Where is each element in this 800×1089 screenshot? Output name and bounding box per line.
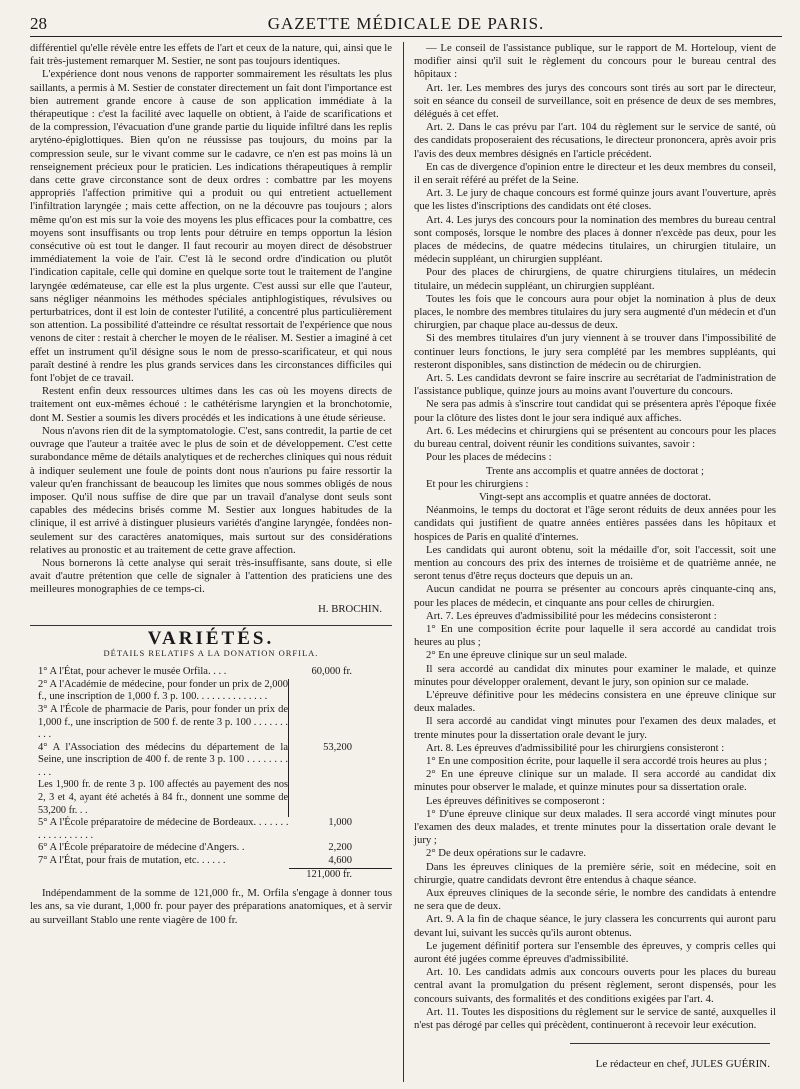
donation-text: 1° A l'État, pour achever le musée Orfila. . . . xyxy=(38,666,227,678)
donation-row xyxy=(30,817,392,842)
article-paragraph: Il sera accordé au candidat dix minutes pour examiner le malade, et quinze minutes pour développer oralement, devant le jury, son opinion sur ce malade. xyxy=(414,662,776,688)
article-paragraph: Toutes les fois que le concours aura pour objet la nomination à plus de deux places, le nombre des membres titulaires du jury sera augmenté d'un médecin et d'un chirurgien, par chaque place au-dessus de deux. xyxy=(414,292,776,332)
journal-title: GAZETTE MÉDICALE DE PARIS. xyxy=(267,14,545,33)
donation-text: 4° A l'Association des médecins du département de la Seine, une inscription de 400 f. de rente 3 p. 100 . . . . . . . . . . . xyxy=(30,742,289,780)
article-paragraph: 1° En une composition écrite pour laquelle il sera accordé au candidat trois heures au plus ; xyxy=(414,622,776,649)
donation-amount xyxy=(289,679,393,704)
donation-table xyxy=(30,666,392,881)
donation-text: 6° A l'École préparatoire de médecine d'Angers. . xyxy=(38,842,245,854)
article-paragraph: Art. 4. Les jurys des concours pour la nomination des membres du bureau central sont composés, lorsque le nombre des places à donner n'excède pas deux, pour les places de médecins, de quatre médecins titulaires, un chirurgien titulaire, un médecin suppléant, un chirurgien suppléant. xyxy=(414,213,776,266)
article-paragraph: Si des membres titulaires d'un jury viennent à se trouver dans l'impossibilité de continuer leurs fonctions, le jury sera complété par les membres suppléants, qui resteront disponibles, sans distinction de médecin ou de chirurgien. xyxy=(414,332,776,371)
article-paragraph: Art. 10. Les candidats admis aux concours ouverts pour les places du bureau central avant la promulgation du présent règlement, seront dispensés, pour les concours suivants, des formalités et des conditions exigées par l'art. 4. xyxy=(414,966,776,1005)
article-paragraph: Art. 6. Les médecins et chirurgiens qui se présentent au concours pour les places du bureau central, doivent réunir les conditions suivantes, savoir : xyxy=(414,424,776,451)
article-paragraph: Art. 7. Les épreuves d'admissibilité pour les médecins consisteront : xyxy=(426,609,717,622)
article-paragraph: Néanmoins, le temps du doctorat et l'âge seront réduits de deux années pour les candidats qui justifient de quatre années entières passées dans les hôpitaux et hospices de Paris en qualité d'internes. xyxy=(414,504,776,543)
donation-text: 7° A l'État, pour frais de mutation, etc. . . . . . xyxy=(38,855,226,867)
article-paragraph: Les candidats qui auront obtenu, soit la médaille d'or, soit l'accessit, soit une mention au concours des prix des internes de troisième et de quatrième année, ne seront tenus d'être reçus docteurs que depuis un an. xyxy=(414,543,776,583)
editor-rule xyxy=(570,1043,770,1044)
right-paragraph: — Le conseil de l'assistance publique, sur le rapport de M. Horteloup, vient de modifier ainsi qu'il suit le règlement du concours pour le bureau central des hôpitaux : xyxy=(414,42,776,81)
article-paragraph: 1° En une composition écrite, pour laquelle il sera accordé trois heures au plus ; xyxy=(426,754,768,767)
donation-total-row xyxy=(30,868,392,881)
closing-paragraph: Indépendamment de la somme de 121,000 fr., M. Orfila s'engage à donner tous les ans, sa vie durant, 1,000 fr. pour payer des préparations anatomiques, et à servir au surveillant Stablo une rente viagère de 100 fr. xyxy=(30,887,392,926)
donation-text: 2° A l'Académie de médecine, pour fonder un prix de 2,000 f., une inscription de 1,000 f. 3 p. 100. . . . . . . . . . . . . . xyxy=(30,679,289,704)
article-paragraph: Et pour les chirurgiens : xyxy=(426,477,529,490)
article-paragraph: Art. 2. Dans le cas prévu par l'art. 104 du règlement sur le service de santé, où des candidats proposeraient des récusations, le directeur prononcera, après avoir pris l'avis des deux membres désignés en l'article précédent. xyxy=(414,121,776,160)
article-paragraph: 1° D'une épreuve clinique sur deux malades. Il sera accordé vingt minutes pour l'examen des deux malades, et trente minutes pour la dissertation orale devant le jury ; xyxy=(414,807,776,847)
donation-amount xyxy=(289,704,393,742)
left-column xyxy=(30,42,392,927)
article-paragraph: Il sera accordé au candidat vingt minutes pour l'examen des deux malades, et trente minutes pour la dissertation orale devant le jury. xyxy=(414,715,776,741)
left-paragraph: différentiel qu'elle révèle entre les effets de l'art et ceux de la nature, qui, ainsi que le fait très-justement remarquer M. Sestier, ne sont pas toujours identiques. xyxy=(30,42,392,68)
article-paragraph: Art. 11. Toutes les dispositions du règlement sur le service de santé, auxquelles il n'est pas dérogé par celles qui précèdent, continueront à recevoir leur exécution. xyxy=(414,1005,776,1032)
donation-amount: 2,200 xyxy=(328,842,352,854)
article-paragraph: 2° En une épreuve clinique sur un seul malade. xyxy=(426,649,628,662)
left-paragraph: Restent enfin deux ressources ultimes dans les cas où les moyens directs de traitement ont eux-mêmes échoué : le cathétérisme laryngien et la bronchotomie, dont M. Sestier a soumis les divers procédés et les indications à une étude sérieuse. xyxy=(30,385,392,424)
article-paragraph: Aucun candidat ne pourra se présenter au concours après cinquante-cinq ans, pour les places de médecin, et cinquante ans pour celles de chirurgien. xyxy=(414,583,776,609)
donation-amount: 4,600 xyxy=(328,855,352,867)
donation-row xyxy=(30,742,392,780)
article-paragraph: Ne sera pas admis à s'inscrire tout candidat qui se présentera après l'époque fixée pour la clôture des listes dont le jour sera indiqué aux affiches. xyxy=(414,398,776,424)
donation-amount: 53,200 xyxy=(323,741,352,753)
article-paragraph: Le jugement définitif portera sur l'ensemble des épreuves, y compris celles qui auront été jugées comme épreuves d'admissibilité. xyxy=(414,939,776,966)
left-paragraph: L'expérience dont nous venons de rapporter sommairement les résultats les plus saillants, a permis à M. Sestier de constater directement un fait dont l'importance est bien autrement grande encore à cause de son application immédiate à la thérapeutique : c'est la facilité avec laquelle on obtient, à l'aide de scarifications et de la compression, l'évacuation d'une grande partie du liquide infiltré dans les replis aryténo-épiglottiques. Bien qu'on ne réussisse pas toujours, du moins par la compression seule, sur le vivant comme sur le cadavre, ce n'en est pas moins là un renseignement précieux pour le praticien. Les indications thérapeutiques à remplir dans cette grave circonstance sont de deux ordres : combattre par les moyens appropriés l'affection primitive qui a produit ou qui entretient actuellement l'infiltration laryngée ; mais cette affection, on ne la découvre pas toujours ; alors même qu'on est mis sur la voie des moyens les plus efficaces pour la combattre, ces moyens sont insuffisants ou trop lents pour détruire en temps opportun la lésion consécutive où est tout le danger. Il faut recourir au moyen direct de désobstruer immédiatement la voie de l'air. C'est là le second ordre d'indication ou plutôt l'indication capitale, celle qui domine en quelque sorte tout le traitement de l'angine laryngée œdémateuse, car elle est la plus urgente. C'est aussi sur elle que l'auteur, sans négliger néanmoins les méthodes spéciales antiphlogistiques, révulsives ou perturbatrices, dont il est loin de contester l'utilité, a concentré plus particulièrement son attention. La possibilité d'atteindre ce résultat ressortait de l'expérience que nous venons de citer : restait à chercher le moyen de le réaliser. M. Sestier a imaginé à cet effet un instrument qu'il désigne sous le nom de presso-scarificateur, et qui nous paraît destiné à rendre les plus grands services dans les circonstances difficiles qui font l'objet de ce travail. xyxy=(30,68,392,385)
donation-row xyxy=(30,679,392,704)
article-paragraph: Trente ans accomplis et quatre années de doctorat ; xyxy=(485,464,705,477)
article-paragraph: Vingt-sept ans accomplis et quatre années de doctorat. xyxy=(478,490,712,503)
article-paragraph: Art. 1er. Les membres des jurys des concours sont tirés au sort par le directeur, soit en séance du conseil de surveillance, soit en présence de deux de ses membres, délégués à cet effet. xyxy=(414,81,776,121)
article-paragraph: Art. 8. Les épreuves d'admissibilité pour les chirurgiens consisteront : xyxy=(426,741,725,754)
article-paragraph: Les épreuves définitives se composeront : xyxy=(426,794,605,807)
donation-text: 5° A l'École préparatoire de médecine de Bordeaux. . . . . . . . . . . . . . . . . . xyxy=(38,817,289,841)
author-signature: H. BROCHIN. xyxy=(318,602,382,615)
donation-row xyxy=(30,842,392,855)
article-paragraph: Art. 3. Le jury de chaque concours est formé quinze jours avant l'ouverture, après que les listes d'inscriptions des candidats ont été closes. xyxy=(414,187,776,213)
article-paragraph: Pour des places de chirurgiens, de quatre chirurgiens titulaires, un médecin titulaire, un médecin suppléant, un chirurgien suppléant. xyxy=(414,266,776,292)
donation-text: 3° A l'École de pharmacie de Paris, pour fonder un prix de 1,000 f., une inscription de 500 f. de rente 3 p. 100 . . . . . . . . . . xyxy=(30,704,289,742)
article-paragraph: Aux épreuves cliniques de la seconde série, le nombre des candidats à entendre ne sera que de deux. xyxy=(414,887,776,913)
donation-text: Les 1,900 fr. de rente 3 p. 100 affectés au payement des nos 2, 3 et 4, ayant été achetés à 84 fr., donnent une somme de 53,200 fr. . . xyxy=(30,779,289,817)
left-paragraph: Nous n'avons rien dit de la symptomatologie. C'est, sans contredit, la partie de cet ouvrage que l'auteur a traitée avec le plus de soin et de développement. C'est cette surabondance même de détails analytiques et de recherches cliniques qui nous réduit à indiquer seulement une foule de points dont nous n'aurions pu faire ressortir la valeur qu'en franchissant de beaucoup les limites que nous sommes obligés de nous imposer. Qu'il nous suffise de dire que par un travail d'analyse dont seuls sont capables des médecins brisés comme M. Sestier aux longues habitudes de la clinique, il est arrivé à distinguer plusieurs variétés d'angine laryngée, fondées non-seulement sur des caractères anatomiques, mais surtout sur des considérations relatives au pronostic et au traitement de cette grave affection. xyxy=(30,424,392,556)
article-paragraph: L'épreuve définitive pour les médecins consistera en une épreuve clinique sur deux malades. xyxy=(414,688,776,715)
article-paragraph: Art. 9. A la fin de chaque séance, le jury classera les concurrents qui auront paru devant lui, suivant les succès qu'ils auront obtenus. xyxy=(414,913,776,939)
newspaper-page xyxy=(30,12,782,1082)
article-paragraph: En cas de divergence d'opinion entre le directeur et les deux membres du conseil, il en serait référé au préfet de la Seine. xyxy=(414,160,776,187)
left-paragraph: Nous bornerons là cette analyse qui serait très-insuffisante, sans doute, si elle avait d'autre prétention que celle de signaler à l'attention des praticiens une des meilleures monographies de ce temps-ci. xyxy=(30,556,392,596)
donation-total: 121,000 fr. xyxy=(289,868,393,881)
section-rule xyxy=(30,625,392,626)
article-paragraph: Pour les places de médecins : xyxy=(426,451,552,464)
donation-row xyxy=(30,666,392,679)
page-number: 28 xyxy=(30,14,47,33)
article-paragraph: 2° De deux opérations sur le cadavre. xyxy=(426,847,587,860)
column-divider xyxy=(403,42,404,1082)
editor-in-chief: Le rédacteur en chef, JULES GUÉRIN. xyxy=(595,1058,770,1070)
donation-row xyxy=(30,779,392,817)
page-header xyxy=(30,12,782,37)
donation-row xyxy=(30,704,392,742)
right-column xyxy=(414,42,776,1032)
varietes-heading: VARIÉTÉS. xyxy=(147,627,275,649)
varietes-subheading: DÉTAILS RELATIFS A LA DONATION ORFILA. xyxy=(103,647,319,658)
donation-row xyxy=(30,855,392,868)
donation-amount: 1,000 xyxy=(328,817,352,829)
article-paragraph: Dans les épreuves cliniques de la première série, soit en médecine, soit en chirurgie, quatre candidats devront être entendus à chaque séance. xyxy=(414,860,776,886)
article-paragraph: Art. 5. Les candidats devront se faire inscrire au secrétariat de l'administration de l'assistance publique, quinze jours au moins avant l'ouverture du concours. xyxy=(414,372,776,398)
editor-block xyxy=(420,1043,782,1070)
article-paragraph: 2° En une épreuve clinique sur un malade. Il sera accordé au candidat dix minutes pour observer le malade, et quinze minutes pour sa dissertation orale. xyxy=(414,768,776,794)
donation-amount xyxy=(289,779,393,817)
donation-amount: 60,000 fr. xyxy=(311,666,352,678)
